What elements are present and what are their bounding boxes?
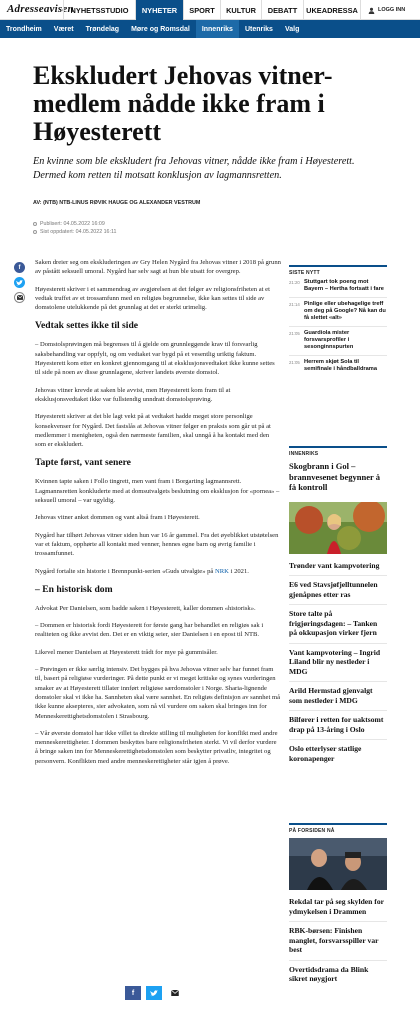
subheading: – En historisk dom — [35, 583, 113, 595]
paragraph: Saken dreier seg om ekskluderingen av Gry Helen Nygård fra Jehovas vitner i 2018 på grunn av påstått seksuell umoral. Nygård har selv sagt at hun ble utsatt for overgrep. — [35, 259, 281, 276]
teaser-photo-image — [289, 838, 387, 890]
forsiden-box — [289, 823, 387, 989]
twitter-icon — [150, 990, 158, 997]
subheading: Vedtak settes ikke til side — [35, 320, 139, 332]
login-label: LOGG INN — [378, 7, 406, 13]
news-headline: Guardiola mister forsvarsprofiler i sesonginnspurten — [304, 330, 354, 350]
teaser-photo[interactable] — [289, 838, 387, 890]
news-time: 21:20 — [289, 280, 300, 285]
teaser-headline[interactable]: Bilfører i retten for uaktsomt drap på 13-åring i Oslo — [289, 711, 387, 740]
news-time: 21:05 — [289, 331, 300, 336]
paragraph: Høyesterett skriver i et sammendrag av avgjørelsen at det følger av religionsfriheten at et vedtak truffet av et trossamfunn med en religiøs begrunnelse, ikke kan settes til side av domstolene utelukkende på det grunnlag at det er sterkt urimelig. — [35, 285, 270, 312]
news-headline: Stuttgart tok poeng mot Bayern – Hertha fortsatt i fare — [304, 279, 384, 292]
updated-date: Sist oppdatert: 04.05.2022 16:11 — [40, 229, 117, 235]
paragraph-text: i 2021. — [230, 567, 249, 575]
user-icon — [368, 7, 375, 14]
teaser-headline[interactable]: Store talte på frigjøringsdagen: – Tanken på okkupasjon virker fjern — [289, 605, 387, 644]
mail-icon — [17, 295, 23, 300]
teaser-photo-image — [289, 502, 387, 554]
article-body — [35, 258, 281, 774]
subnav-vaeret[interactable]: Været — [53, 25, 74, 33]
nav-sport[interactable]: SPORT — [183, 0, 220, 20]
article-title: Ekskludert Jehovas vitner-medlem nådde ikke fram i Høyesterett — [33, 61, 333, 146]
bottom-share-facebook-button[interactable] — [125, 986, 141, 1000]
paragraph-text: Nygård fortalte sin historie i Brennpunkt-serien «Guds utvalgte» på — [35, 567, 214, 575]
share-mail-button[interactable] — [14, 292, 25, 303]
paragraph: – Dommen er historisk fordi Høyesterett for første gang har behandlet en religiøs sak i realiteten og ikke avvist den. Det er en viktig seier, sier Danielsen i en epost til NTB. — [35, 622, 264, 639]
siste-nytt-heading: SISTE NYTT — [289, 265, 387, 276]
nav-nyhetsstudio[interactable]: NYHETSSTUDIO — [63, 0, 135, 20]
article-lead: En kvinne som ble ekskludert fra Jehovas vitner, nådde ikke fram i Høyesterett. Dermed kom retten til motsatt konklusjon av lagmannsretten. — [33, 156, 355, 181]
paragraph: Likevel mener Danielsen at Høyesterett trådt for mye på gummisåler. — [35, 648, 218, 656]
teaser-headline[interactable]: Skogbrann i Gol – brannvesenet begynner å få kontroll — [289, 461, 380, 492]
article-byline: AV: (NTB) NTB-LINUS RØVIK HAUGE OG ALEXANDER VESTRUM — [33, 200, 201, 206]
nrk-link[interactable]: NRK — [215, 567, 229, 575]
site-logo[interactable]: Adresseavisen — [7, 3, 74, 15]
subheading: Tapte først, vant senere — [35, 457, 131, 469]
paragraph: – Vår øverste domstol har ikke villet ta direkte stilling til muligheten for konflikt med andre menneskerettigheter. I dommen beskyttes bare religionsfriheten sterkt. Vi vil derfor vurdere å bringe saken inn for Menneskerettighetsdomstolen som beskytter privatliv, integritet og personvern. Konflikten med andre menneskerettigheter står igjen å prøve. — [35, 729, 278, 765]
published-date: Publisert: 04.05.2022 16:09 — [40, 221, 105, 227]
top-bar — [0, 0, 420, 20]
login-button[interactable] — [368, 0, 405, 20]
paragraph: – Domstolsprøvingen må begrenses til å gjelde om grunnleggende krav til forsvarlig saksbehandling var oppfylt, og om vedtaket var bygd på et vesentlig uriktig faktum. Høyesterett kom etter en konkret gjennomgang til at eksklusjonsvedtaket ikke kunne settes til side på noen av disse grunnlagene, skriver landets øverste domstol. — [35, 341, 275, 377]
paragraph: – Prøvingen er ikke særlig intensiv. Det bygges på hva Jehovas vitner selv har funnet fram til, basert på religiøse vurderinger. På dette punkt er vi meget kritiske og synes vurderingen smaker av at Høyesterett tillater innført religiøse særdomstoler i Norge. Sharia-lignende domstoler skal vi ikke ha. Sannheten skal være sannhet. En religiøs definisjon av sannhet må ikke kunne aksepteres, sier advokaten, som nå vil vurdere om saken skal bringes inn for Menneskerettighetsdomstolen i Strasbourg. — [35, 666, 281, 720]
paragraph: Kvinnen tapte saken i Follo tingrett, men vant fram i Borgarting lagmannsrett. Lagmannsretten konkluderte med at domsutvalgets beslutning om eksklusjon for «pornea» – seksuell umoral – var ugyldig. — [35, 478, 280, 505]
share-facebook-button[interactable] — [14, 262, 25, 273]
teaser-headline[interactable]: Rekdal tar på seg skylden for ydmykelsen i Drammen — [289, 893, 387, 922]
teaser-headline[interactable]: Vant kampvotering – Ingrid Liland blir ny nestleder i MDG — [289, 644, 387, 683]
teaser-headline[interactable]: Trønder vant kampvotering — [289, 557, 387, 577]
subnav-more-og-romsdal[interactable]: Møre og Romsdal — [131, 25, 190, 33]
list-item[interactable] — [289, 276, 387, 298]
list-item[interactable] — [289, 298, 387, 327]
nav-kultur[interactable]: KULTUR — [220, 0, 261, 20]
innenriks-box — [289, 446, 387, 768]
forsiden-heading: PÅ FORSIDEN NÅ — [289, 823, 387, 834]
clock-icon — [33, 230, 37, 234]
paragraph: Jehovas vitner anket dommen og vant altså fram i Høyesterett. — [35, 514, 200, 522]
news-headline: Herrem skjøt Sola til semifinale i håndballdrama — [304, 359, 378, 372]
paragraph — [35, 567, 281, 576]
article-dates — [33, 220, 116, 236]
teaser-headline[interactable]: Overtidsdrama da Blink sikret nøygjort — [289, 964, 369, 983]
nav-debatt[interactable]: DEBATT — [261, 0, 303, 20]
news-time: 21:05 — [289, 360, 300, 365]
bottom-share-twitter-button[interactable] — [146, 986, 162, 1000]
subnav-utenriks[interactable]: Utenriks — [244, 25, 273, 33]
teaser-headline[interactable]: RBK-børsen: Finishen manglet, forsvarsspiller var best — [289, 922, 387, 961]
siste-nytt-box — [289, 265, 387, 377]
list-item[interactable] — [289, 356, 387, 377]
clock-icon — [33, 222, 37, 226]
subnav-trondheim[interactable]: Trondheim — [6, 25, 42, 33]
paragraph: Nygård har tilhørt Jehovas vitner siden hun var 16 år gammel. Fra det øyeblikket utstøtelsen var et faktum, opphørte all kontakt med venner, hennes egne barn og øvrig familie i trossamfunnet. — [35, 531, 279, 558]
teaser-headline[interactable]: Oslo etterlyser statlige koronapenger — [289, 744, 362, 763]
news-time: 21:14 — [289, 302, 300, 307]
bottom-share-mail-button[interactable] — [167, 986, 183, 1000]
news-headline: Pinlige eller ubehagelige treff om deg på Google? Nå kan du få slettet «alt» — [304, 301, 386, 321]
nav-ukeadressa[interactable]: UKEADRESSA — [303, 0, 361, 20]
twitter-icon — [16, 280, 23, 286]
facebook-icon: f — [18, 264, 21, 271]
mail-icon — [171, 990, 179, 996]
innenriks-heading: INNENRIKS — [289, 446, 387, 457]
subnav-trondelag[interactable]: Trøndelag — [85, 25, 120, 33]
teaser-photo[interactable] — [289, 502, 387, 554]
teaser-headline[interactable]: Arild Hermstad gjenvalgt som nestleder i MDG — [289, 682, 387, 711]
list-item[interactable] — [289, 327, 387, 356]
section-nav — [0, 20, 420, 38]
paragraph: Advokat Per Danielsen, som badde saken i Høyesterett, kaller dommen «historisk». — [35, 604, 256, 612]
subnav-valg[interactable]: Valg — [284, 25, 300, 33]
facebook-icon: f — [131, 989, 135, 997]
nav-nyheter[interactable]: NYHETER — [135, 0, 183, 20]
subnav-innenriks[interactable]: Innenriks — [196, 20, 239, 38]
paragraph: Jehovas vitner krevde at saken ble avvist, men Høyesterett kom fram til at eksklusjonsvedtaket ikke var fullstendig unndratt domstolsprøving. — [35, 386, 231, 403]
share-twitter-button[interactable] — [14, 277, 25, 288]
paragraph: Høyesterett skriver at det ble lagt vekt på at vedtaket hadde meget store personlige konsekvenser for Nygård. Det fastslås at Jehovas vitner følger en praksis som går ut på at medlemmer i menigheten, også den nærmeste familien, skal unngå å ha kontakt med den som er ekskludert. — [35, 413, 271, 449]
teaser-headline[interactable]: E6 ved Stavsjøfjelltunnelen gjenåpnes etter ras — [289, 576, 387, 605]
